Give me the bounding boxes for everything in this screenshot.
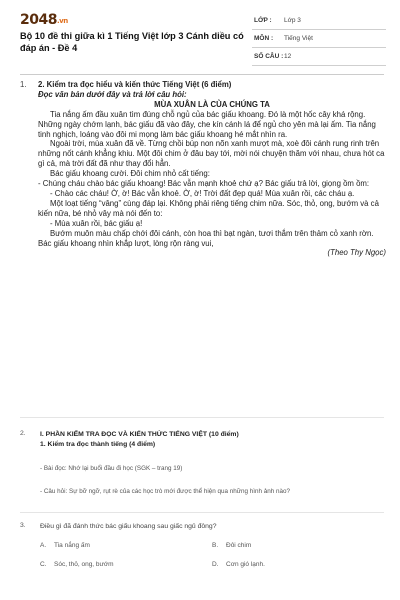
option-text: Sóc, thỏ, ong, bướm [54, 561, 114, 568]
paragraph: - Chúng cháu chào bác giấu khoang! Bác vẫn mạnh khoẻ chứ ạ? Bác giấu trả lời, giọng ồm ồm: [38, 179, 370, 189]
document-title: Bộ 10 đề thi giữa kì 1 Tiếng Việt lớp 3 Cánh diều có đáp án - Đề 4 [20, 31, 244, 53]
info-value: Lớp 3 [284, 17, 301, 24]
reading-line: - Bài đọc: Nhớ lại buổi đầu đi học (SGK – trang 19) [40, 465, 183, 472]
option-letter: C. [40, 561, 47, 568]
paragraph: Bác giấu khoang cười. Đôi chim nhỏ cất tiếng: [50, 169, 210, 179]
page-header [0, 0, 400, 70]
option-text: Cơn gió lạnh. [226, 561, 265, 568]
reading-passage [38, 80, 386, 258]
info-label: MÔN : [254, 35, 274, 42]
option-text: Đôi chim [226, 542, 252, 549]
option-letter: A. [40, 542, 47, 549]
author: (Theo Thy Ngọc) [327, 248, 386, 258]
question-line: - Câu hỏi: Sự bỡ ngỡ, rụt rè của các học trò mới được thể hiện qua những hình ảnh nào? [40, 488, 291, 495]
paragraph: Ngoài trời, mùa xuân đã về. Từng chồi búp non nõn xanh mượt mà, xoè đôi cánh rung rinh trên những nốt cánh khẳng khiu. Một đôi chim ở đâu bay tới, mời nói chuyện thăm với nhau, chưa hót ca gì cả, mà trời đất đã như thay đổi hẳn. [38, 139, 385, 169]
info-label: SỐ CÂU : [254, 53, 284, 60]
paragraph: - Mùa xuân rồi, bác giấu ạ! [50, 218, 143, 228]
info-row-subject [252, 30, 386, 48]
section-heading: I. PHẦN KIỂM TRA ĐỌC VÀ KIẾN THỨC TIẾNG VIỆT (10 điểm) [40, 431, 239, 438]
info-value: Tiếng Việt [284, 35, 313, 42]
info-row-class [252, 12, 386, 30]
paragraph: Bướm muôn màu chấp chới đôi cánh, còn hoa thì bạt ngàn, tươi thắm trên thảm cỏ xanh rờn. Bác giấu khoang nhìn khắp lượt, lòng rộn ràng vui, [38, 228, 374, 248]
paragraph: Tia nắng ấm đầu xuân tìm đúng chỗ ngủ của bác giấu khoang. Đó là một hốc cây khá rộng. Những ngày chớm lạnh, bác giấu đã vào đây, che kín cánh lá để ngủ cho yên mà lại ấm. Tia nắng tinh nghịch, loáng vào đôi mi mọng làm bác giấu khoang hé mắt nhìn ra. [38, 109, 376, 139]
question-text: Điều gì đã đánh thức bác giấu khoang sau giấc ngủ đông? [40, 523, 217, 530]
site-logo[interactable]: 2048.vn [20, 12, 68, 28]
info-box [252, 12, 386, 66]
separator [20, 417, 384, 418]
instruction: Đọc văn bản dưới đây và trả lời câu hỏi: [38, 89, 187, 99]
info-value: 12 [284, 53, 292, 60]
section-heading: 2. Kiểm tra đọc hiểu và kiến thức Tiếng Việt (6 điểm) [38, 80, 232, 89]
option-text: Tia nắng ấm [54, 542, 90, 549]
question-number: 3. [20, 522, 26, 529]
option-letter: D. [212, 561, 219, 568]
info-label: LỚP : [254, 17, 272, 24]
info-row-count [252, 48, 386, 66]
paragraph: - Chào các cháu! Ờ, ờ! Bác vẫn khoẻ. Ờ, ờ! Trời đất đẹp quá! Mùa xuân rồi, các cháu ạ. [50, 188, 355, 198]
story-title: MÙA XUÂN LÀ CỦA CHÚNG TA [154, 99, 270, 109]
question-number: 2. [20, 430, 26, 437]
header-divider [20, 74, 384, 75]
subheading: 1. Kiểm tra đọc thành tiếng (4 điểm) [40, 441, 156, 448]
question-number: 1. [20, 80, 27, 89]
option-letter: B. [212, 542, 219, 549]
separator [20, 512, 384, 513]
paragraph: Một loạt tiếng “vâng” cùng đáp lại. Không phải riêng tiếng chim nữa. Sóc, thỏ, ong, bướm và cả kiến nữa, bé nhỏ vây mà nói đến to: [38, 198, 379, 218]
